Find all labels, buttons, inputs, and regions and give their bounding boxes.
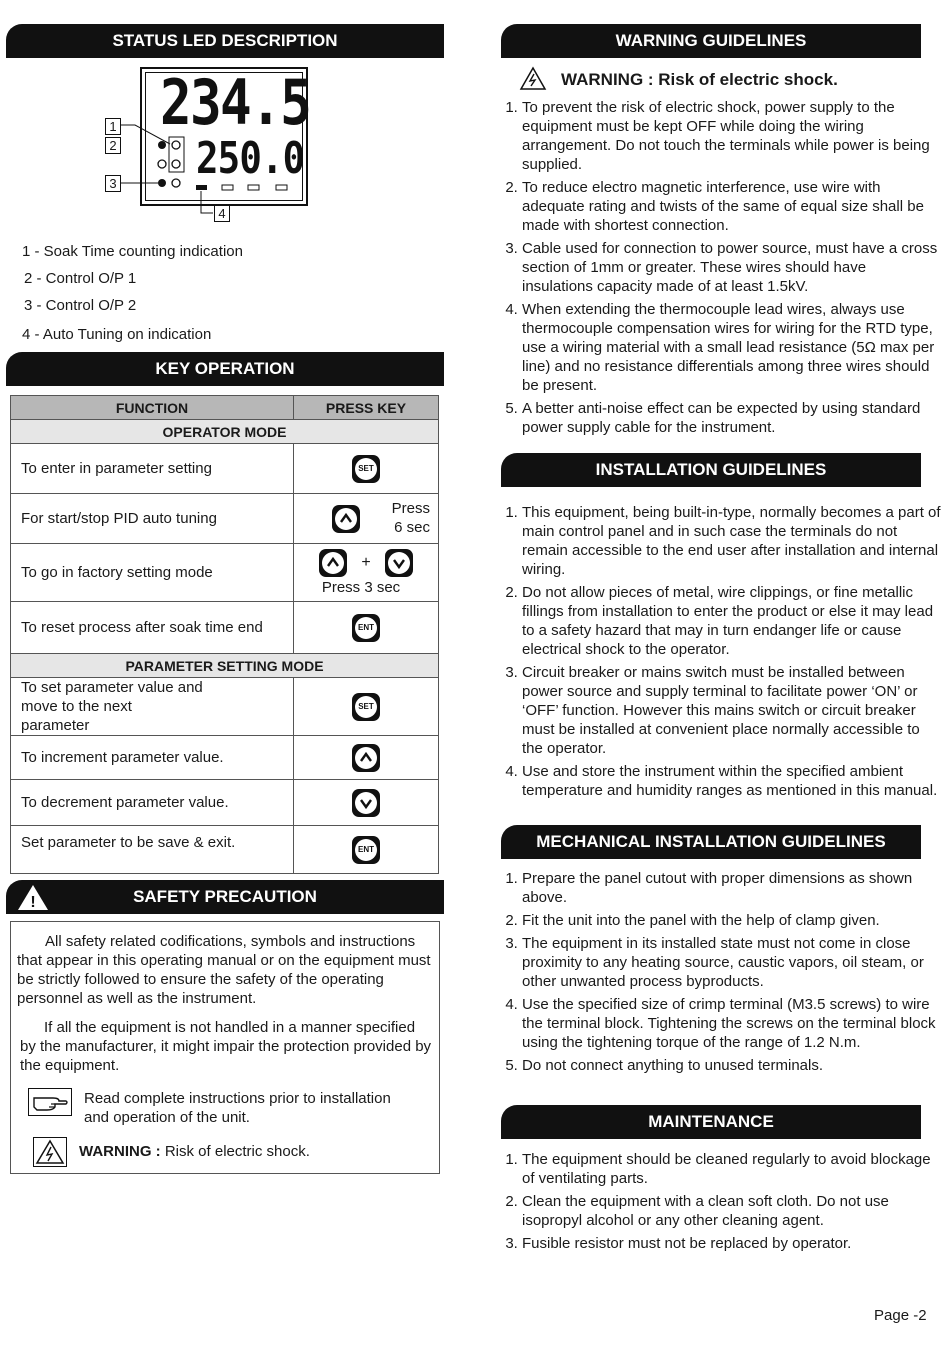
key-cell <box>294 544 439 602</box>
warning-guidelines-header: WARNING GUIDELINES <box>501 24 921 58</box>
key-operation-table <box>10 395 439 874</box>
function-cell: For start/stop PID auto tuning <box>11 494 294 544</box>
led-tag-2: 2 <box>105 137 121 154</box>
function-cell: To set parameter value and move to the next parameter <box>11 678 294 736</box>
key-operation-header: KEY OPERATION <box>6 352 444 386</box>
page-number: Page -2 <box>874 1307 927 1324</box>
up-key-icon <box>332 505 360 533</box>
led-tag-4: 4 <box>214 205 230 222</box>
led-desc-4: 4 - Auto Tuning on indication <box>22 326 212 343</box>
list-item: 3. Cable used for connection to power source, must have a cross section of 1mm or greater. These wires should have insulations capacity made of at least 1.5kV. <box>522 239 940 296</box>
list-item: 2. Clean the equipment with a clean soft cloth. Do not use isopropyl alcohol or any other cleaning agent. <box>522 1192 942 1230</box>
list-item: 1. Prepare the panel cutout with proper dimensions as shown above. <box>522 869 942 907</box>
table-row <box>11 780 439 826</box>
warning-triangle-icon <box>16 883 50 912</box>
read-instructions-note: Read complete instructions prior to installation and operation of the unit. <box>84 1090 391 1126</box>
status-led-header: STATUS LED DESCRIPTION <box>6 24 444 58</box>
warning-list <box>500 98 940 441</box>
list-item: 5. Do not connect anything to unused terminals. <box>522 1056 942 1075</box>
plus-sign: + <box>361 553 371 571</box>
electric-shock-icon <box>33 1137 67 1167</box>
safety-warning-note: WARNING : Risk of electric shock. <box>79 1143 310 1160</box>
ent-key-icon: ENT <box>352 614 380 642</box>
installation-list <box>500 503 942 804</box>
table-row <box>11 826 439 874</box>
operator-mode-label: OPERATOR MODE <box>11 420 439 444</box>
function-cell: To go in factory setting mode <box>11 544 294 602</box>
list-item: 1. This equipment, being built-in-type, normally becomes a part of main control panel and in such case the terminals do not remain accessible to the end user after installation and internal wiring. <box>522 503 942 579</box>
list-item: 4. Use and store the instrument within the specified ambient temperature and humidity ranges as mentioned in this manual. <box>522 762 942 800</box>
svg-text:!: ! <box>30 894 36 911</box>
set-key-icon: SET <box>352 693 380 721</box>
table-row <box>11 444 439 494</box>
list-item: 1. The equipment should be cleaned regularly to avoid blockage of ventilating parts. <box>522 1150 942 1188</box>
led-display-diagram <box>100 64 315 224</box>
key-cell <box>294 736 439 780</box>
list-item: 1. To prevent the risk of electric shock, power supply to the equipment must be kept OFF while doing the wiring arrangement. Do not touch the terminals while power is being supplied. <box>522 98 940 174</box>
up-key-icon <box>319 549 347 577</box>
parameter-mode-label: PARAMETER SETTING MODE <box>11 654 439 678</box>
up-key-icon <box>352 744 380 772</box>
table-row <box>11 736 439 780</box>
set-value-display: 250.0 <box>196 133 305 184</box>
list-item: 2. Do not allow pieces of metal, wire clippings, or fine metallic fillings from installation to enter the product or else it may lead to a safety hazard that may in turn endanger life or cause electrical shock to the operator. <box>522 583 942 659</box>
key-cell <box>294 494 439 544</box>
col-press-key: PRESS KEY <box>294 396 439 420</box>
function-cell: Set parameter to be save & exit. <box>11 826 294 874</box>
table-row <box>11 678 439 736</box>
electric-shock-icon <box>519 66 547 92</box>
table-row <box>11 494 439 544</box>
ent-key-icon: ENT <box>352 836 380 864</box>
pointing-hand-icon <box>28 1088 72 1116</box>
list-item: 2. Fit the unit into the panel with the help of clamp given. <box>522 911 942 930</box>
warning-title: WARNING : Risk of electric shock. <box>561 70 838 89</box>
key-cell <box>294 826 439 874</box>
list-item: 3. The equipment in its installed state must not come in close proximity to any heating source, caustic vapors, oil steam, or other unwanted process byproducts. <box>522 934 942 991</box>
led-tag-1: 1 <box>105 118 121 135</box>
maintenance-list <box>500 1150 942 1257</box>
key-cell <box>294 602 439 654</box>
led-desc-3: 3 - Control O/P 2 <box>24 297 137 314</box>
list-item: 5. A better anti-noise effect can be expected by using standard power supply cable for the instrument. <box>522 399 940 437</box>
down-key-icon <box>385 549 413 577</box>
function-cell: To enter in parameter setting <box>11 444 294 494</box>
installation-header: INSTALLATION GUIDELINES <box>501 453 921 487</box>
safety-para-2: If all the equipment is not handled in a manner specified by the manufacturer, it might impair the protection provided by the equipment. <box>20 1019 432 1074</box>
press-6-sec-note: Press 6 sec <box>391 500 430 536</box>
safety-header <box>6 880 444 914</box>
status-leds <box>100 64 315 224</box>
led-desc-2: 2 - Control O/P 1 <box>24 270 137 287</box>
function-cell: To decrement parameter value. <box>11 780 294 826</box>
safety-header-label: SAFETY PRECAUTION <box>133 887 317 906</box>
led-desc-1: 1 - Soak Time counting indication <box>22 243 243 260</box>
col-function: FUNCTION <box>11 396 294 420</box>
list-item: 3. Circuit breaker or mains switch must be installed between power source and supply terminal to facilitate power ‘ON’ or ‘OFF’ function. However this mains switch or circuit breaker must be installed at convenient place normally accessible to the operator. <box>522 663 942 758</box>
table-row <box>11 544 439 602</box>
down-key-icon <box>352 789 380 817</box>
function-cell: To reset process after soak time end <box>11 602 294 654</box>
key-cell <box>294 678 439 736</box>
list-item: 4. Use the specified size of crimp terminal (M3.5 screws) to wire the terminal block. Tightening the screws on the terminal block using the tightening torque of the range of 1.2 N.m. <box>522 995 942 1052</box>
key-cell <box>294 780 439 826</box>
key-cell <box>294 444 439 494</box>
maintenance-header: MAINTENANCE <box>501 1105 921 1139</box>
list-item: 4. When extending the thermocouple lead wires, always use thermocouple compensation wires for wiring for the RTD type, use a wiring material with a small lead resistance (5Ω max per line) and no resistance differentials among three wires should be present. <box>522 300 940 395</box>
list-item: 2. To reduce electro magnetic interference, use wire with adequate rating and twists of the same of equal size shall be made with shortest connection. <box>522 178 940 235</box>
mechanical-list <box>500 869 942 1079</box>
press-3-sec-note: Press 3 sec <box>321 579 401 596</box>
set-key-icon: SET <box>352 455 380 483</box>
safety-para-1: All safety related codifications, symbols and instructions that appear in this operating manual or on the equipment must be strictly followed to ensure the safety of the operating personnel as well as the instrument. <box>17 933 431 1007</box>
mechanical-header: MECHANICAL INSTALLATION GUIDELINES <box>501 825 921 859</box>
list-item: 3. Fusible resistor must not be replaced by operator. <box>522 1234 942 1253</box>
led-tag-3: 3 <box>105 175 121 192</box>
function-cell: To increment parameter value. <box>11 736 294 780</box>
table-row <box>11 602 439 654</box>
process-value-display: 234.5 <box>160 66 311 139</box>
